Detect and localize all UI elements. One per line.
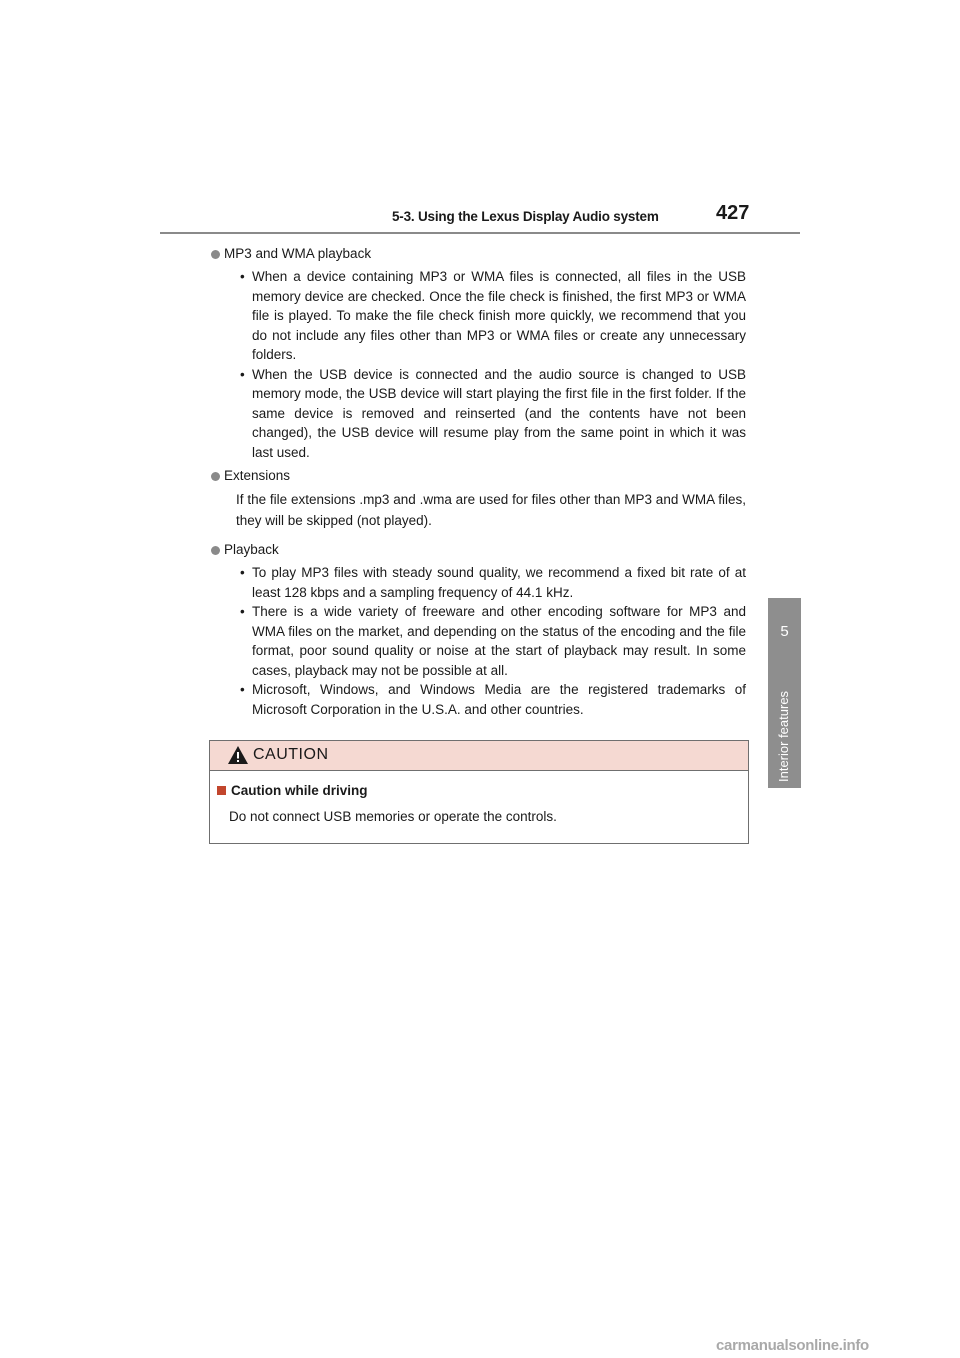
warning-triangle-icon (227, 745, 249, 765)
list-item (210, 365, 746, 463)
footer-watermark[interactable]: carmanualsonline.info (716, 1337, 869, 1354)
caution-title: CAUTION (253, 746, 329, 763)
caution-text: Do not connect USB memories or operate the controls. (229, 809, 557, 824)
bullet-mark: • (240, 366, 245, 382)
list-item (210, 267, 746, 365)
bullet-dot-icon (211, 472, 220, 481)
bullet-mark: • (240, 565, 245, 580)
section-heading-playback (210, 540, 746, 560)
bullet-dot-icon (211, 546, 220, 555)
bullet-mark: • (240, 269, 245, 284)
section-heading-mp3-wma-playback (210, 244, 746, 264)
list-item-text: When the USB device is connected and the audio source is changed to USB memory mode, the USB device will start playing the first file in the first folder. If the same device is removed and reinserted (and the contents have not been changed), the USB device will resume play from the same point in which it was last used. (252, 366, 746, 460)
main-content (210, 244, 746, 719)
section-heading-extensions (210, 466, 746, 486)
list-item (210, 563, 746, 602)
section-heading-text: MP3 and WMA playback (224, 246, 372, 261)
list-item (210, 602, 746, 680)
header-rule (160, 232, 800, 234)
caution-subheading-text: Caution while driving (231, 783, 368, 798)
list-item (210, 680, 746, 719)
list-item-text: There is a wide variety of freeware and other encoding software for MP3 and WMA files on the market, and depending on the status of the encoding and the file format, poor sound quality or noise at the start of playback may result. In some cases, playback may not be possible at all. (252, 604, 746, 678)
page-number: 427 (716, 202, 750, 224)
caution-header (210, 741, 748, 771)
bullet-dot-icon (211, 250, 220, 259)
list-item-text: To play MP3 files with steady sound quality, we recommend a fixed bit rate of at least 128 kbps and a sampling frequency of 44.1 kHz. (252, 565, 746, 600)
chapter-tab-number: 5 (780, 623, 789, 640)
caution-box (209, 740, 749, 844)
list-item-text: When a device containing MP3 or WMA files is connected, all files in the USB memory device are checked. Once the file check is finished, the first MP3 or WMA file is played. To make the file check finish more quickly, we recommend that you do not include any files other than MP3 or WMA files or create any unnecessary folders. (252, 269, 746, 362)
section-heading-text: Extensions (224, 468, 291, 483)
chapter-tab-label: Interior features (776, 690, 791, 782)
square-bullet-icon (217, 786, 226, 795)
page-header-title: 5-3. Using the Lexus Display Audio system (392, 209, 659, 224)
section-heading-text: Playback (224, 542, 279, 557)
list-item-text: Microsoft, Windows, and Windows Media are the registered trademarks of Microsoft Corporation in the U.S.A. and other countries. (252, 682, 746, 717)
caution-subheading (217, 783, 368, 798)
bullet-mark: • (240, 682, 245, 697)
section-paragraph: If the file extensions .mp3 and .wma are used for files other than MP3 and WMA files, they will be skipped (not played). (236, 492, 746, 528)
bullet-mark: • (240, 604, 245, 619)
